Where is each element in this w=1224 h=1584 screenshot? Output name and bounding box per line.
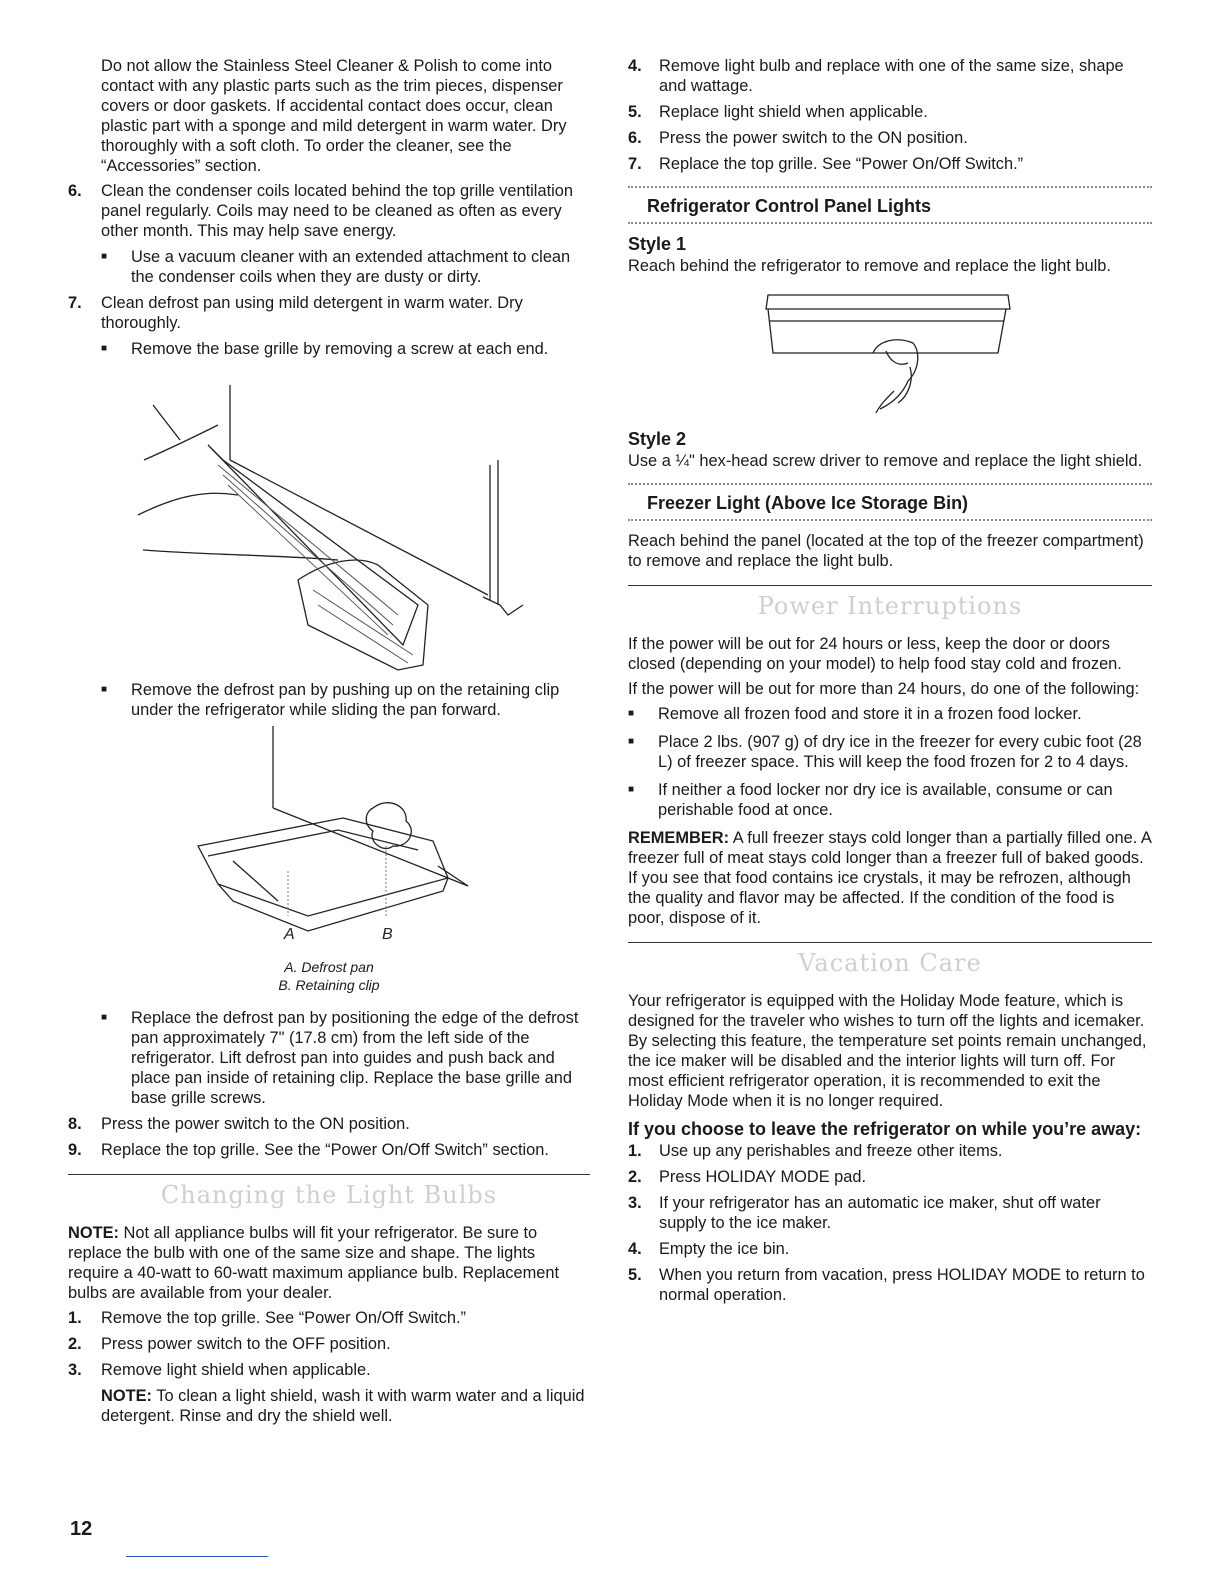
bulb-step-3 [68,1360,590,1380]
vacation-step-2 [628,1167,1152,1187]
step-number: 5. [628,1266,642,1284]
step-7 [68,293,590,333]
style-1-text: Reach behind the refrigerator to remove and replace the light bulb. [628,257,1111,275]
right-column [628,56,1152,1311]
left-column [68,56,590,1431]
step-number: 7. [68,294,82,312]
bullet-icon: ■ [628,708,635,719]
bulb-step-7 [628,154,1152,174]
bulbs-note [68,1223,590,1303]
bullet-item [628,780,1152,820]
bulb-step-1 [68,1308,590,1328]
freezer-light-text: Reach behind the panel (located at the top of the freezer compartment) to remove and replace the light bulb. [628,532,1144,570]
note-text: To clean a light shield, wash it with warm water and a liquid detergent. Rinse and dry the shield well. [101,1387,585,1425]
light-shield-note [68,1386,590,1426]
bullet-text: Place 2 lbs. (907 g) of dry ice in the freezer for every cubic foot (28 L) of freezer space. This will keep the food frozen for 2 to 4 days. [658,733,1142,771]
step-text: Press the power switch to the ON position. [659,129,968,147]
remember-text: A full freezer stays cold longer than a partially filled one. A freezer full of meat stays cold longer than a freezer full of baked goods. If you see that food contains ice crystals, it may be refrozen, although the quality and flavor may be affected. If the condition of the food is poor, dispose of it. [628,829,1151,927]
bullet-text: Remove the base grille by removing a screw at each end. [131,340,549,358]
power-paragraph-2: If the power will be out for more than 24 hours, do one of the following: [628,680,1140,698]
defrost-pan-illustration [68,726,590,958]
section-divider [628,585,1152,586]
bullet-text: If neither a food locker nor dry ice is available, consume or can perishable food at once. [658,781,1113,819]
control-panel-lights-heading: Refrigerator Control Panel Lights [628,186,1152,224]
step-text: Replace the top grille. See “Power On/Off Switch.” [659,155,1024,173]
step-number: 4. [628,57,642,75]
bullet-item [101,339,590,359]
style-2-heading: Style 2 [628,429,687,449]
section-divider [68,1174,590,1175]
bullet-icon: ■ [101,1012,108,1023]
step-number: 1. [68,1309,82,1327]
light-shield-illustration [628,281,1152,421]
bullet-icon: ■ [101,684,108,695]
bullet-text: Use a vacuum cleaner with an extended attachment to clean the condenser coils when they are dusty or dirty. [131,248,571,286]
step-number: 4. [628,1240,642,1258]
freezer-light-heading: Freezer Light (Above Ice Storage Bin) [628,483,1152,521]
step-text: Remove the top grille. See “Power On/Off Switch.” [101,1309,466,1327]
note-text: Not all appliance bulbs will fit your refrigerator. Be sure to replace the bulb with one of the same size and shape. The lights require a 40-watt to 60-watt maximum appliance bulb. Replacement bulbs are available from your dealer. [68,1224,560,1302]
step-text: Remove light shield when applicable. [101,1361,371,1379]
bulb-step-5 [628,102,1152,122]
step-text: Press the power switch to the ON position. [101,1115,410,1133]
step-number: 1. [628,1142,642,1160]
label-a: A [284,926,295,943]
step-text: Clean defrost pan using mild detergent in warm water. Dry thoroughly. [101,294,523,332]
power-interruptions-heading: Power Interruptions [757,592,1023,620]
step-number: 5. [628,103,642,121]
bulb-step-6 [628,128,1152,148]
bulb-step-2 [68,1334,590,1354]
vacation-step-4 [628,1239,1152,1259]
bullet-icon: ■ [101,251,108,262]
step-text: Clean the condenser coils located behind the top grille ventilation panel regularly. Coils may need to be cleaned as often as every other month. This may help save energy. [101,182,573,240]
footer-rule [126,1556,268,1557]
step-text: Empty the ice bin. [659,1240,790,1258]
bullet-item [101,247,590,287]
note-label: NOTE: [68,1224,119,1242]
step-text: Press HOLIDAY MODE pad. [659,1168,867,1186]
leave-on-heading: If you choose to leave the refrigerator on while you’re away: [628,1119,1142,1139]
bullet-text: Remove the defrost pan by pushing up on the retaining clip under the refrigerator while sliding the pan forward. [131,681,560,719]
vacation-step-1 [628,1141,1152,1161]
remember-note [628,828,1152,928]
step-text: Press power switch to the OFF position. [101,1335,391,1353]
bullet-item [101,1008,590,1108]
caption-b: B. Retaining clip [278,977,380,993]
step-text: Use up any perishables and freeze other items. [659,1142,1003,1160]
vacation-care-heading: Vacation Care [798,949,982,977]
base-grille-illustration [68,365,590,677]
step-number: 7. [628,155,642,173]
stainless-cleaner-warning: Do not allow the Stainless Steel Cleaner & Polish to come into contact with any plastic parts such as the trim pieces, dispenser covers or door gaskets. If accidental contact does occur, clean plastic part with a sponge and mild detergent in warm water. Dry thoroughly with a soft cloth. To order the cleaner, see the “Accessories” section. [101,57,567,175]
style-2-text: Use a ¼" hex-head screw driver to remove and replace the light shield. [628,452,1143,470]
section-divider [628,942,1152,943]
figure-caption [68,958,590,994]
step-number: 9. [68,1141,82,1159]
bulb-step-4 [628,56,1152,96]
step-number: 2. [628,1168,642,1186]
step-8 [68,1114,590,1134]
bullet-item [101,680,590,720]
bullet-icon: ■ [101,343,108,354]
bullet-item [628,732,1152,772]
step-text: If your refrigerator has an automatic ice maker, shut off water supply to the ice maker. [659,1194,1101,1232]
light-bulbs-heading: Changing the Light Bulbs [160,1181,498,1209]
style-1-heading: Style 1 [628,234,687,254]
power-paragraph-1: If the power will be out for 24 hours or less, keep the door or doors closed (depending on your model) to help food stay cold and frozen. [628,635,1122,673]
bullet-icon: ■ [628,736,635,747]
page-number: 12 [70,1518,93,1540]
step-text: Replace light shield when applicable. [659,103,928,121]
vacation-step-3 [628,1193,1152,1233]
bullet-text: Remove all frozen food and store it in a frozen food locker. [658,705,1082,723]
step-text: Replace the top grille. See the “Power On/Off Switch” section. [101,1141,549,1159]
vacation-text: Your refrigerator is equipped with the Holiday Mode feature, which is designed for the traveler who wishes to turn off the lights and icemaker. By selecting this feature, the temperature set points remain unchanged, the ice maker will be disabled and the interior lights will turn off. For most efficient refrigerator operation, it is recommended to exit the Holiday Mode when it is no longer required. [628,992,1147,1110]
vacation-step-5 [628,1265,1152,1305]
step-number: 8. [68,1115,82,1133]
bullet-item [628,704,1152,724]
step-number: 6. [628,129,642,147]
step-text: Remove light bulb and replace with one of the same size, shape and wattage. [659,57,1124,95]
step-number: 3. [68,1361,82,1379]
remember-label: REMEMBER: [628,829,730,847]
step-number: 3. [628,1194,642,1212]
step-text: When you return from vacation, press HOLIDAY MODE to return to normal operation. [659,1266,1145,1304]
bullet-icon: ■ [628,784,635,795]
label-b: B [382,926,393,943]
caption-a: A. Defrost pan [284,959,374,975]
step-number: 6. [68,182,82,200]
bullet-text: Replace the defrost pan by positioning the edge of the defrost pan approximately 7" (17.8 cm) from the left side of the refrigerator. Lift defrost pan into guides and push back and place pan inside of retaining clip. Replace the base grille and base grille screws. [131,1009,579,1107]
note-label: NOTE: [101,1387,152,1405]
step-number: 2. [68,1335,82,1353]
step-9 [68,1140,590,1160]
step-6 [68,181,590,241]
